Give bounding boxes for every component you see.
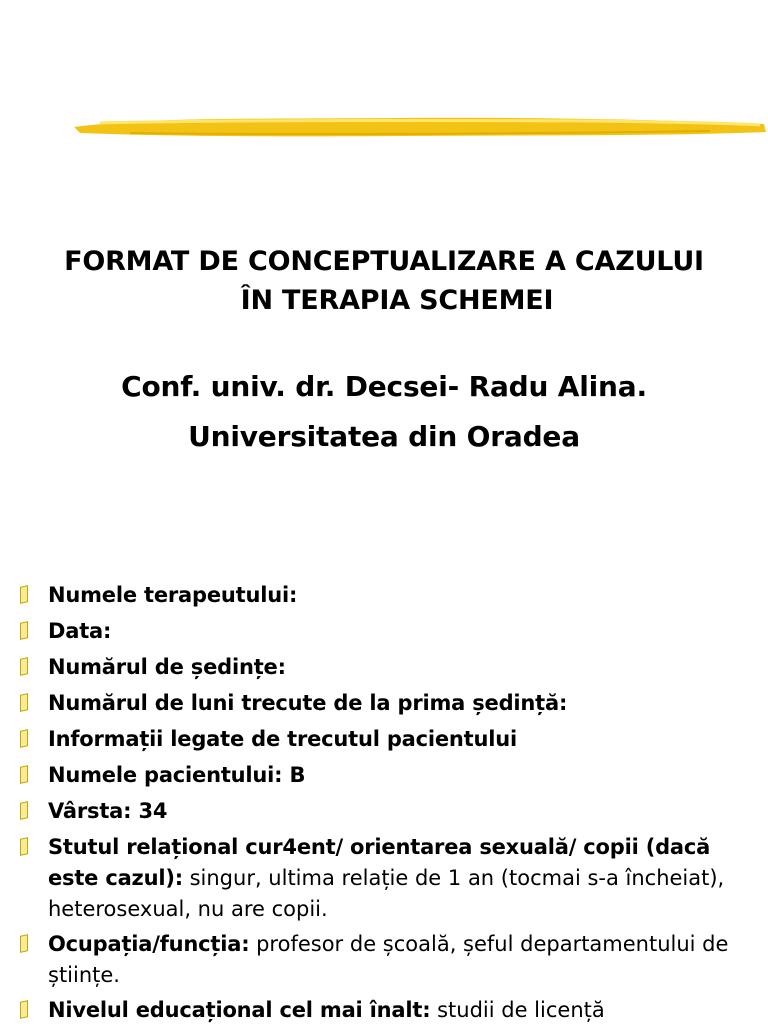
square-bullet-icon — [20, 729, 28, 748]
item-label: Numărul de luni trecute de la prima ședință: — [48, 691, 568, 715]
item-value: profesor de școală, șeful departamentului de științe. — [48, 932, 729, 987]
item-label: Stutul relațional cur4ent/ orientarea sexuală/ copii (dacă este cazul): — [48, 835, 711, 890]
author-name: Conf. univ. dr. Decsei- Radu Alina. — [121, 370, 647, 403]
list-item — [16, 796, 762, 827]
item-label: Numărul de ședințe: — [48, 655, 286, 679]
list-item — [16, 995, 762, 1024]
presentation-title — [0, 242, 768, 320]
square-bullet-icon — [20, 765, 28, 784]
item-label: Ocupația/funcția: — [48, 932, 250, 956]
list-item — [16, 616, 762, 647]
square-bullet-icon — [20, 837, 28, 856]
item-value: studii de licență — [430, 998, 605, 1022]
item-label: Vârsta: 34 — [48, 799, 168, 823]
list-item — [16, 760, 762, 791]
brush-stroke-decoration — [70, 105, 768, 145]
case-info-list — [16, 580, 762, 1024]
item-label: Informații legate de trecutul pacientului — [48, 727, 518, 751]
square-bullet-icon — [20, 801, 28, 820]
item-label: Nivelul educațional cel mai înalt: — [48, 998, 431, 1022]
square-bullet-icon — [20, 657, 28, 676]
content-slide — [0, 560, 768, 1024]
item-label: Data: — [48, 619, 112, 643]
square-bullet-icon — [20, 1000, 28, 1019]
title-line-2: ÎN TERAPIA SCHEMEI — [240, 285, 554, 317]
square-bullet-icon — [20, 693, 28, 712]
square-bullet-icon — [20, 585, 28, 604]
item-label: Numele terapeutului: — [48, 583, 298, 607]
list-item — [16, 688, 762, 719]
author-institution: Universitatea din Oradea — [188, 420, 580, 453]
list-item — [16, 832, 762, 925]
item-value: singur, ultima relație de 1 an (tocmai s-a încheiat), heterosexual, nu are copii. — [48, 866, 725, 921]
list-item — [16, 724, 762, 755]
list-item — [16, 652, 762, 683]
item-label: Numele pacientului: B — [48, 763, 306, 787]
list-item — [16, 580, 762, 611]
square-bullet-icon — [20, 934, 28, 953]
title-line-1: FORMAT DE CONCEPTUALIZARE A CAZULUI — [64, 246, 704, 278]
author-block — [0, 362, 768, 462]
list-item — [16, 929, 762, 991]
square-bullet-icon — [20, 621, 28, 640]
